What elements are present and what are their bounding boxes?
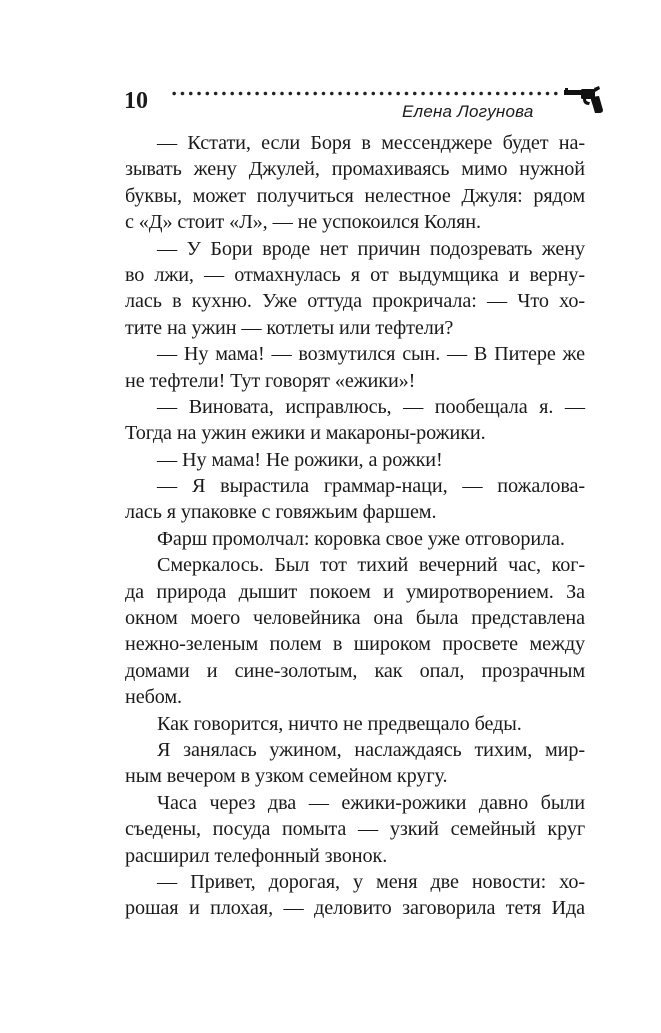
text-line: Часа через два — ежики-рожики давно были [157, 791, 585, 814]
text-line: — Привет, дорогая, у меня две новости: хо- [157, 870, 585, 893]
text-line: нежно-зеленым полем в широком просвете между [125, 633, 585, 656]
author-name: Елена Логунова [402, 102, 534, 121]
text-line: рошая и плохая, — деловито заговорила тетя Ида [125, 897, 585, 920]
header-dotted-rule [170, 91, 560, 96]
revolver-icon [563, 86, 605, 114]
text-line: Фарш промолчал: коровка свое уже отговорила. [157, 527, 565, 550]
text-line: — Ну мама! Не рожики, а рожки! [157, 448, 443, 471]
text-line: — Ну мама! — возмутился сын. — В Питере же [157, 343, 585, 366]
text-line: зывать жену Джулей, промахиваясь мимо нужной [125, 158, 585, 181]
text-line: не тефтели! Тут говорят «ежики»! [125, 369, 416, 392]
text-line: во лжи, — отмахнулась я от выдумщика и верну- [125, 263, 585, 286]
text-line: лась я упаковке с говяжьим фаршем. [125, 501, 437, 524]
page-number: 10 [124, 88, 148, 114]
text-line: — Кстати, если Боря в мессенджере будет на- [157, 132, 585, 154]
text-line: — Я вырастила граммар-наци, — пожалова- [157, 475, 585, 498]
text-line: расширил телефонный звонок. [125, 844, 388, 867]
text-line: Как говорится, ничто не предвещало беды. [157, 712, 522, 735]
text-line: ным вечером в узком семейном кругу. [125, 765, 448, 788]
text-line: небом. [125, 686, 182, 709]
text-line: буквы, может получиться нелестное Джуля: рядом [125, 184, 585, 207]
text-line: — Виновата, исправлюсь, — пообещала я. — [157, 395, 585, 418]
text-line: тите на ужин — котлеты или тефтели? [125, 316, 454, 339]
text-line: Смеркалось. Был тот тихий вечерний час, ког- [157, 554, 585, 577]
text-line: да природа дышит покоем и умиротворением. За [125, 580, 585, 603]
text-line: — У Бори вроде нет причин подозревать жену [157, 237, 585, 260]
body-text [125, 130, 585, 922]
text-line: Я занялась ужином, наслаждаясь тихим, мир- [157, 738, 585, 761]
text-line: с «Д» стоит «Л», — не успокоился Колян. [125, 211, 481, 234]
text-line: домами и сине-золотым, как опал, прозрачным [125, 659, 585, 682]
text-line: съедены, посуда помыта — узкий семейный круг [125, 818, 585, 841]
text-line: Тогда на ужин ежики и макароны-рожики. [125, 422, 486, 445]
text-line: лась в кухню. Уже оттуда прокричала: — Что хо- [125, 290, 585, 313]
text-line: окном моего человейника она была представлена [125, 607, 585, 630]
